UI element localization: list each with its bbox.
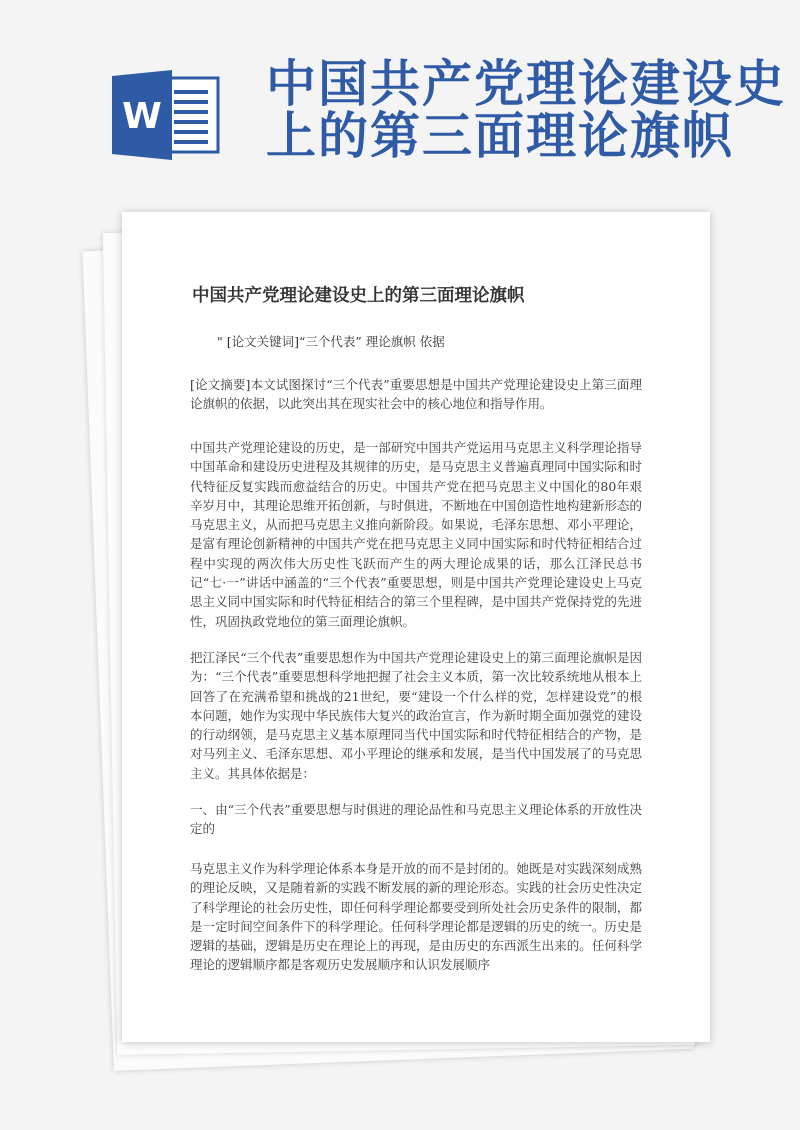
banner-title: 中国共产党理论建设史上的第三面理论旗帜	[266, 55, 786, 165]
keywords-line: " [论文关键词]“三个代表” 理论旗帜 依据	[217, 334, 445, 349]
body-paragraph-3: 马克思主义作为科学理论体系本身是开放的而不是封闭的。她既是对实践深刻成熟的理论反映，又是随着新的实践不断发展的新的理论形态。实践的社会历史性决定了科学理论的社会历史性，即任何科学理论都要受到所处社会历史条件的限制，都是一定时间空间条件下的科学理论。任何科学理论都是逻辑的历史的统一。历史是逻辑的基础，逻辑是历史在理论上的再现，是由历史的东西派生出来的。任何科学理论的逻辑顺序都是客观历史发展顺序和认识发展顺序	[190, 861, 642, 973]
word-icon-letter: W	[122, 96, 162, 137]
word-document-icon	[112, 70, 228, 160]
document-page	[122, 212, 710, 1042]
abstract-paragraph: [论文摘要]本文试图探讨“三个代表”重要思想是中国共产党理论建设史上第三面理论旗帜的依据，以此突出其在现实社会中的核心地位和指导作用。	[190, 377, 642, 412]
section-heading-1: 一、由“三个代表”重要思想与时俱进的理论品性和马克思主义理论体系的开放性决定的	[190, 802, 642, 837]
body-paragraph-1: 中国共产党理论建设的历史，是一部研究中国共产党运用马克思主义科学理论指导中国革命和建设历史进程及其规律的历史，是马克思主义普遍真理同中国实际和时代特征反复实践而愈益结合的历史。中国共产党在把马克思主义中国化的80年艰辛岁月中，其理论思维开拓创新，与时俱进，不断地在中国创造性地构建新形态的马克思主义，从而把马克思主义推向新阶段。如果说，毛泽东思想、邓小平理论，是富有理论创新精神的中国共产党在把马克思主义同中国实际和时代特征相结合过程中实现的两次伟大历史性飞跃而产生的两大理论成果的话，那么江泽民总书记“七·一”讲话中涵盖的“三个代表”重要思想，则是中国共产党理论建设史上马克思主义同中国实际和时代特征相结合的第三个里程碑，是中国共产党保持党的先进性，巩固执政党地位的第三面理论旗帜。	[190, 440, 642, 629]
document-title: 中国共产党理论建设史上的第三面理论旗帜	[192, 286, 525, 306]
body-paragraph-2: 把江泽民“三个代表”重要思想作为中国共产党理论建设史上的第三面理论旗帜是因为：“三个代表”重要思想科学地把握了社会主义本质，第一次比较系统地从根本上回答了在充满希望和挑战的21世纪，要“建设一个什么样的党，怎样建设党”的根本问题，她作为实现中华民族伟大复兴的政治宣言，作为新时期全面加强党的建设的行动纲领，是马克思主义基本原理同当代中国实际和时代特征相结合的产物，是对马列主义、毛泽东思想、邓小平理论的继承和发展，是当代中国发展了的马克思主义。其具体依据是：	[190, 650, 642, 781]
header-banner	[0, 0, 800, 200]
